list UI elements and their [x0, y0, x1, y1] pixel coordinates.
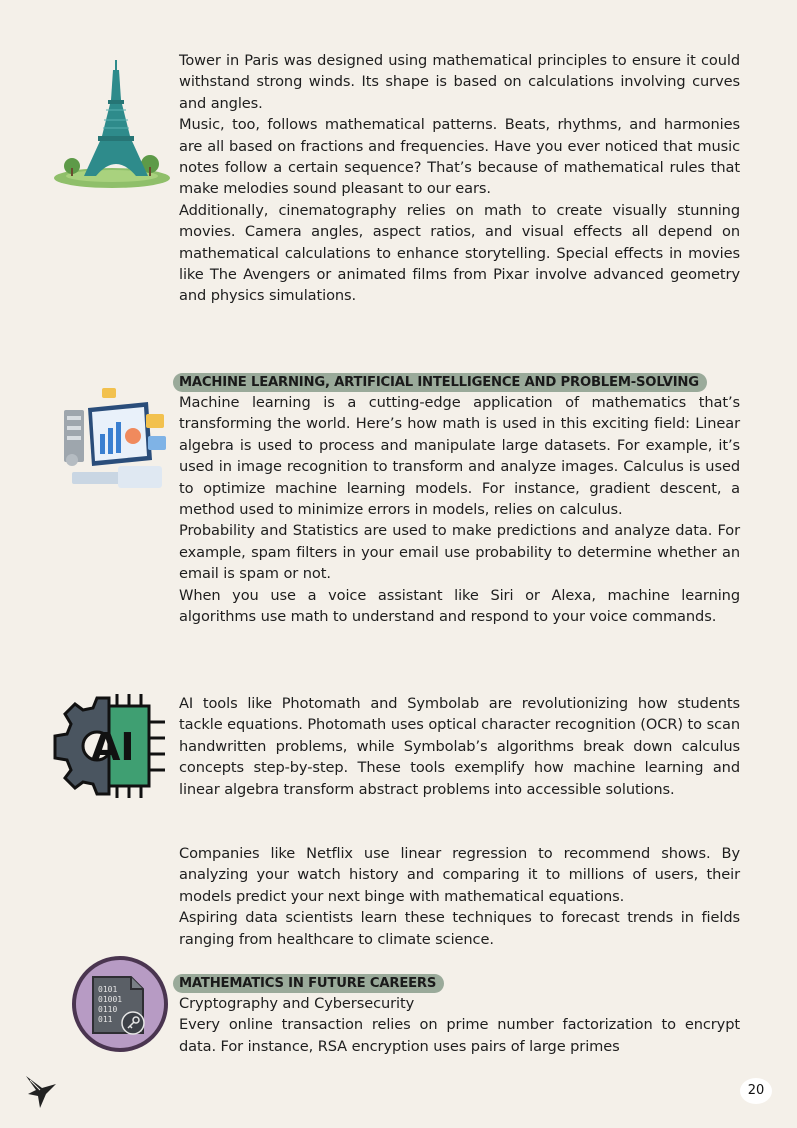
subheading: Cryptography and Cybersecurity	[179, 995, 415, 1012]
paragraph: Probability and Statistics are used to make predictions and analyze data. For example, spam filters in your email use probability to determine whether an email is spam or not.	[179, 522, 740, 583]
paragraph: Additionally, cinematography relies on math to create visually stunning movies. Camera angles, aspect ratios, and visual effects all depend on mathematical calculations to enhance storytelling. Special effects in movies like The Avengers or animated films from Pixar involve advanced geometry and physics simulations.	[179, 201, 740, 305]
section-heading: MACHINE LEARNING, ARTIFICIAL INTELLIGENCE AND PROBLEM-SOLVING	[173, 373, 707, 392]
page-number: 20	[740, 1078, 772, 1104]
bird-logo-icon	[24, 1074, 58, 1110]
ai-tools-text-block	[179, 693, 740, 800]
paragraph: AI tools like Photomath and Symbolab are revolutionizing how students tackle equations. Photomath uses optical character recognition (OCR) to scan handwritten problems, while Symbolab’s algorithms break down calculus concepts step-by-step. These tools exemplify how machine learning and linear algebra transform abstract problems into accessible solutions.	[179, 695, 740, 798]
paragraph: When you use a voice assistant like Siri or Alexa, machine learning algorithms use math to understand and respond to your voice commands.	[179, 586, 740, 626]
paragraph: Music, too, follows mathematical patterns. Beats, rhythms, and harmonies are all based on fractions and frequencies. Have you ever noticed that music notes follow a certain sequence? That’s because of mathematical rules that make melodies sound pleasant to our ears.	[179, 116, 740, 198]
paragraph: Every online transaction relies on prime number factorization to encrypt data. For instance, RSA encryption uses pairs of large primes	[179, 1016, 740, 1055]
careers-section	[179, 972, 740, 1057]
svg-text:011: 011	[98, 1015, 113, 1024]
paragraph: Aspiring data scientists learn these techniques to forecast trends in fields ranging from healthcare to climate science.	[179, 909, 740, 948]
svg-text:0101: 0101	[98, 985, 118, 994]
analytics-dashboard-icon	[58, 388, 170, 498]
svg-text:0110: 0110	[98, 1005, 118, 1014]
section-heading: MATHEMATICS IN FUTURE CAREERS	[173, 974, 444, 993]
paragraph: Companies like Netflix use linear regression to recommend shows. By analyzing your watch history and comparing it to millions of users, their models predict your next binge with mathematical equations.	[179, 845, 740, 905]
netflix-text-block	[179, 843, 740, 950]
eiffel-tower-icon	[50, 60, 170, 190]
paragraph: Tower in Paris was designed using mathematical principles to ensure it could withstand strong winds. Its shape is based on calculations involving curves and angles.	[179, 52, 740, 112]
ml-section	[179, 371, 740, 627]
ai-chip-gear-icon	[53, 692, 169, 800]
encrypted-file-icon	[71, 955, 169, 1053]
svg-text:01001: 01001	[98, 995, 123, 1004]
intro-text-block	[179, 50, 740, 307]
paragraph: Machine learning is a cutting-edge application of mathematics that’s transforming the world. Here’s how math is used in this exciting field: Linear algebra is used to process and manipulate large datasets. For example, it’s used in image recognition to transform and analyze images. Calculus is used to optimize machine learning models. For instance, gradient descent, a method used to minimize errors in models, relies on calculus.	[179, 394, 740, 519]
ai-chip-label: AI	[91, 725, 135, 769]
